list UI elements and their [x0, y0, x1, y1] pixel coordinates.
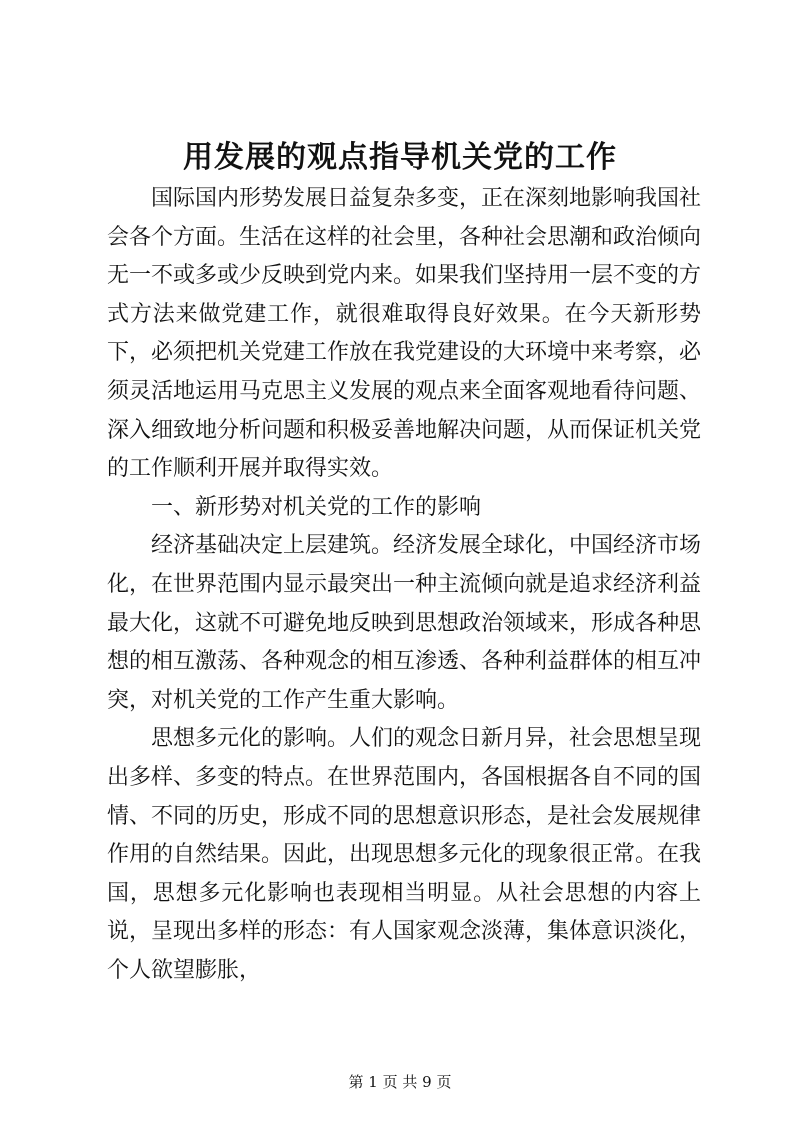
paragraph-economic-basis: 经济基础决定上层建筑。经济发展全球化，中国经济市场化，在世界范围内显示最突出一种主流倾向就是追求经济利益最大化，这就不可避免地反映到思想政治领域来，形成各种思想的相互激荡、各种观念的相互渗透、各种利益群体的相互冲突，对机关党的工作产生重大影响。: [107, 533, 702, 713]
paragraph-ideological-diversity: 思想多元化的影响。人们的观念日新月异，社会思想呈现出多样、多变的特点。在世界范围内，各国根据各自不同的国情、不同的历史，形成不同的思想意识形态，是社会发展规律作用的自然结果。因此，出现思想多元化的现象很正常。在我国，思想多元化影响也表现相当明显。从社会思想的内容上说，呈现出多样的形态：有人国家观念淡薄，集体意识淡化，个人欲望膨胀，: [107, 726, 702, 983]
section-heading-1: 一、新形势对机关党的工作的影响: [151, 494, 482, 520]
document-body: [107, 180, 701, 990]
page-footer: 第 1 页 共 9 页: [348, 1073, 452, 1091]
paragraph-intro: 国际国内形势发展日益复杂多变，正在深刻地影响我国社会各个方面。生活在这样的社会里，各种社会思潮和政治倾向无一不或多或少反映到党内来。如果我们坚持用一层不变的方式方法来做党建工作，就很难取得良好效果。在今天新形势下，必须把机关党建工作放在我党建设的大环境中来考察，必须灵活地运用马克思主义发展的观点来全面客观地看待问题、深入细致地分析问题和积极妥善地解决问题，从而保证机关党的工作顺利开展并取得实效。: [107, 186, 702, 482]
document-title: 用发展的观点指导机关党的工作: [183, 140, 617, 175]
